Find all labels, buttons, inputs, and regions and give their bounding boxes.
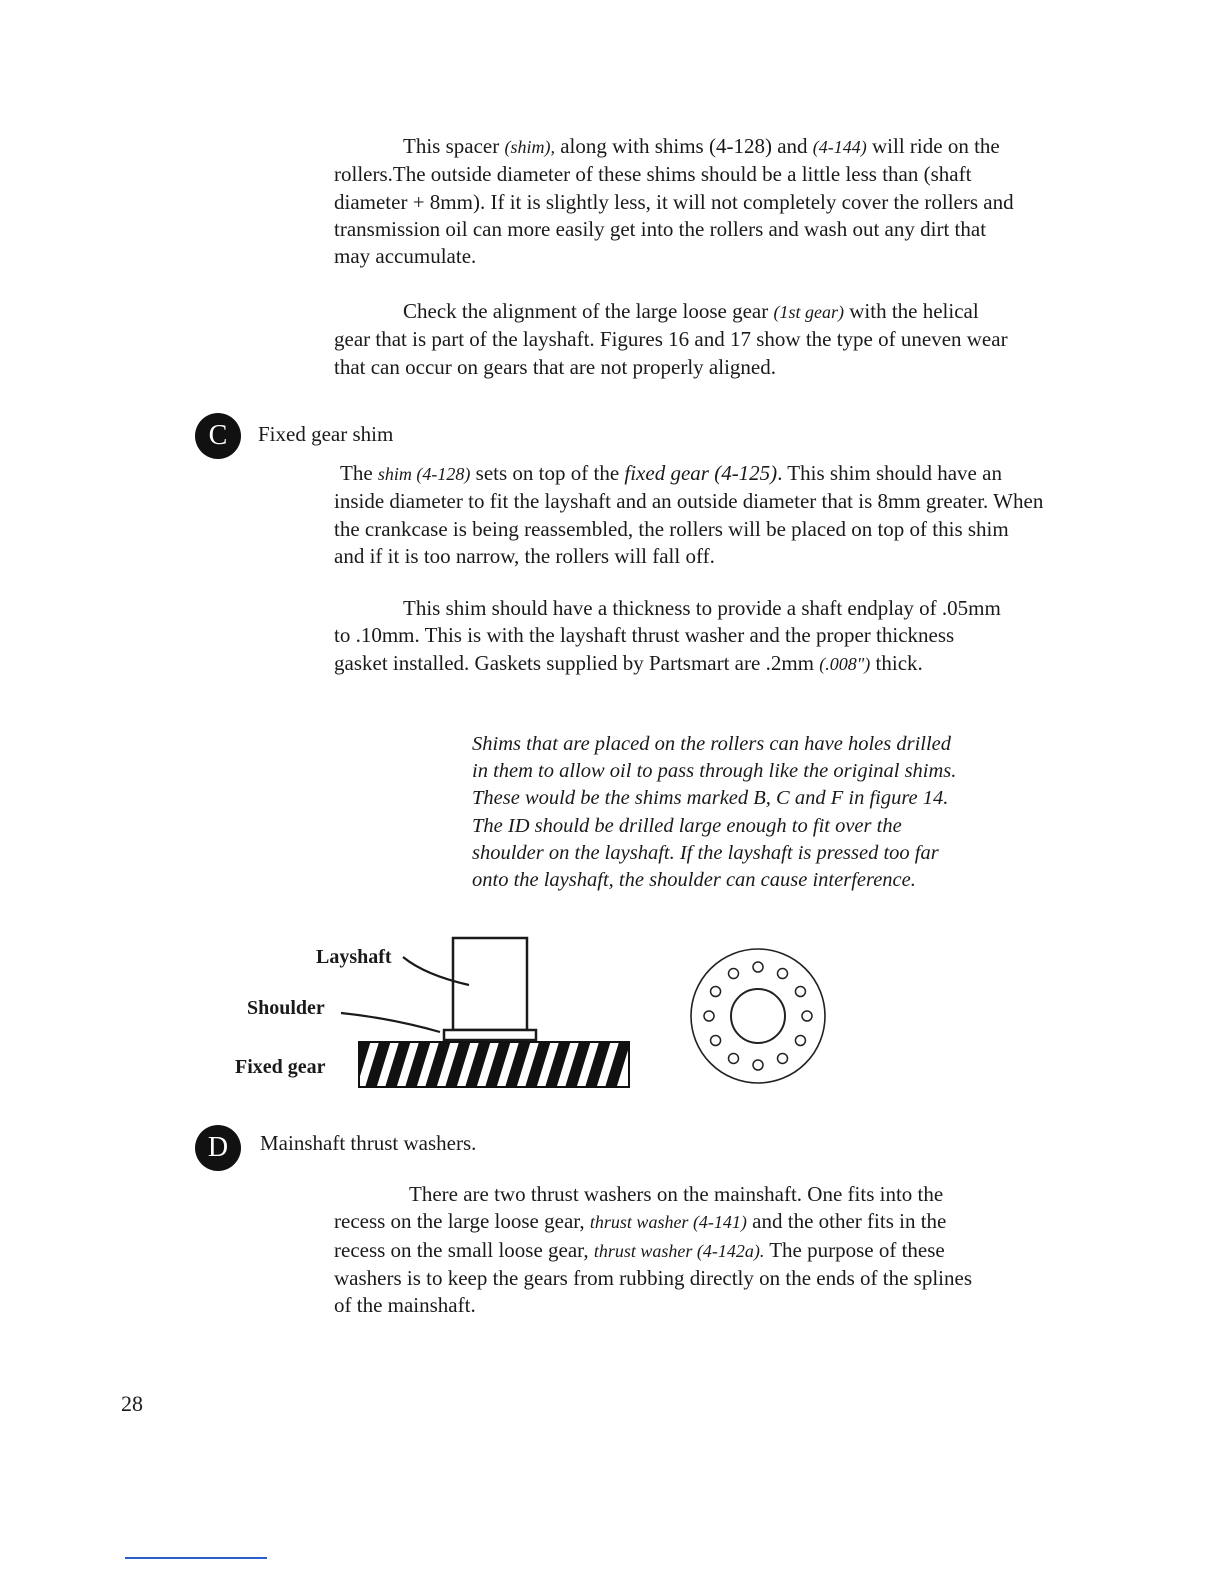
shim-hole bbox=[729, 1053, 739, 1063]
section-c-heading: Fixed gear shim bbox=[258, 422, 394, 446]
paragraph-spacer: This spacer (shim), along with shims (4-128) and (4-144) will ride on the rollers.The outside diameter of these shims should be a little less than (shaft diameter + 8mm). If it is slightly less, it will not completely cover the rollers and transmission oil can more easily get into the rollers and wash out any dirt that may accumulate. bbox=[334, 134, 1014, 269]
section-c-badge: C bbox=[195, 413, 241, 459]
shim-inner-bore bbox=[731, 989, 785, 1043]
shim-hole bbox=[802, 1011, 812, 1021]
label-shoulder: Shoulder bbox=[247, 997, 325, 1019]
shoulder-shape bbox=[444, 1030, 536, 1040]
layshaft-diagram bbox=[330, 930, 640, 1095]
shim-hole bbox=[795, 1036, 805, 1046]
shim-with-holes-diagram bbox=[686, 944, 830, 1088]
paragraph-shim-thickness: This shim should have a thickness to provide a shaft endplay of .05mm to .10mm. This is with the layshaft thrust washer and the proper thickness gasket installed. Gaskets supplied by Partsmart are .2mm (.008") thick. bbox=[334, 596, 1001, 675]
shim-hole bbox=[704, 1011, 714, 1021]
shim-hole bbox=[711, 987, 721, 997]
shim-hole bbox=[778, 969, 788, 979]
shim-hole bbox=[753, 962, 763, 972]
italic-note: Shims that are placed on the rollers can have holes drilled in them to allow oil to pass through like the original shims. These would be the shims marked B, C and F in figure 14. The ID should be drilled large enough to fit over the shoulder on the layshaft. If the layshaft is pressed too far onto the layshaft, the shoulder can cause interference. bbox=[472, 733, 957, 892]
shim-hole bbox=[753, 1060, 763, 1070]
section-d-badge: D bbox=[195, 1125, 241, 1171]
shim-hole bbox=[711, 1036, 721, 1046]
label-fixed-gear: Fixed gear bbox=[235, 1056, 326, 1078]
paragraph-alignment: Check the alignment of the large loose gear (1st gear) with the helical gear that is part of the layshaft. Figures 16 and 17 show the type of uneven wear that can occur on gears that are not properly aligned. bbox=[334, 299, 1008, 379]
shim-hole bbox=[729, 969, 739, 979]
footer-rule bbox=[125, 1557, 267, 1559]
section-d-heading: Mainshaft thrust washers. bbox=[260, 1131, 477, 1155]
shim-hole bbox=[795, 987, 805, 997]
paragraph-thrust-washers: There are two thrust washers on the mainshaft. One fits into the recess on the large loose gear, thrust washer (4-141) and the other fits in the recess on the small loose gear, thrust washer (4-142a). The purpose of these washers is to keep the gears from rubbing directly on the ends of the splines of the mainshaft. bbox=[334, 1182, 973, 1318]
fixed-gear-shape bbox=[350, 1038, 630, 1090]
page-number: 28 bbox=[121, 1391, 143, 1416]
label-layshaft: Layshaft bbox=[316, 946, 392, 968]
shoulder-leader bbox=[341, 1013, 440, 1032]
shim-hole bbox=[778, 1053, 788, 1063]
paragraph-fixed-gear-shim: The shim (4-128) sets on top of the fixed gear (4-125). This shim should have an inside diameter to fit the layshaft and an outside diameter that is 8mm greater. When the crankcase is being reassembled, the rollers will be placed on top of this shim and if it is too narrow, the rollers will fall off. bbox=[334, 461, 1044, 568]
